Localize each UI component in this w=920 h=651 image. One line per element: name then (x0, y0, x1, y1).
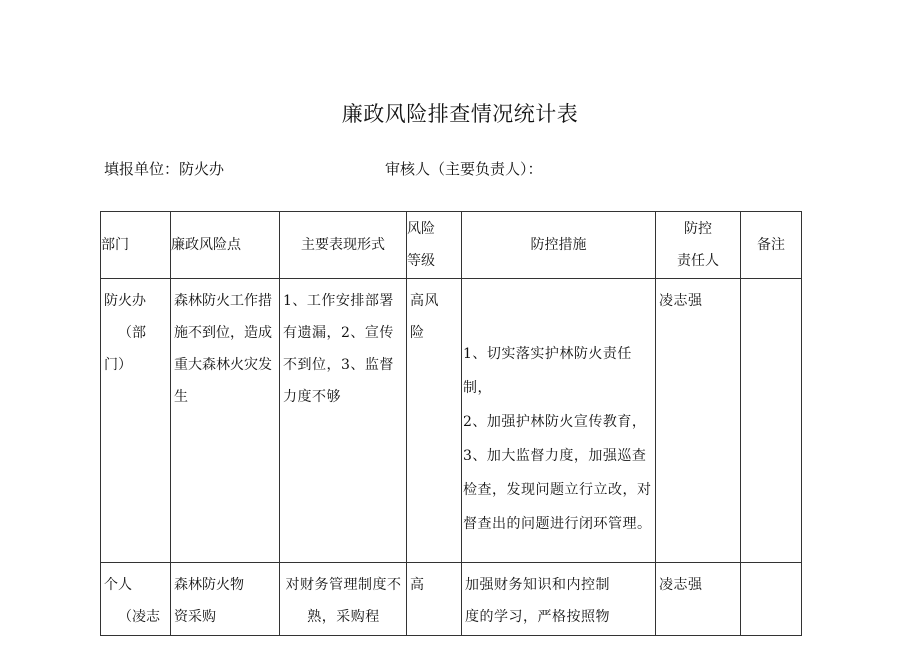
measures-cell: 1、切实落实护林防火责任制， 2、加强护林防火宣传教育， 3、加大监督力度，加强巡查 检查，发现问题立行立改，对 督查出的问题进行闭环管理。 (462, 279, 656, 563)
header-measures: 防控措施 (462, 212, 656, 279)
page-title: 廉政风险排查情况统计表 (341, 102, 579, 126)
remarks-cell (741, 279, 802, 563)
forms-cell: 1、工作安排部署 有遗漏，2、宣传 不到位，3、监督 力度不够 (280, 279, 407, 563)
reviewer-label: 审核人（主要负责人）： (385, 160, 543, 178)
table-row (101, 279, 802, 563)
responsible-cell: 凌志强 (656, 279, 741, 563)
risk-level-cell: 高风 险 (407, 279, 462, 563)
header-row (101, 212, 802, 279)
table-row (101, 563, 802, 636)
dept-cell: 防火办 （部 门） (101, 279, 171, 563)
risk-point-cell: 森林防火工作措 施不到位，造成 重大森林火灾发 生 (171, 279, 280, 563)
header-remarks: 备注 (741, 212, 802, 279)
risk-point-cell: 森林防火物 资采购 (171, 563, 280, 636)
reporting-unit: 填报单位：防火办 (104, 160, 225, 178)
forms-cell: 对财务管理制度不 熟，采购程 (280, 563, 407, 636)
risk-level-cell: 高 (407, 563, 462, 636)
header-dept: 部门 (101, 212, 171, 279)
remarks-cell (741, 563, 802, 636)
header-forms: 主要表现形式 (280, 212, 407, 279)
dept-cell: 个人 （凌志 (101, 563, 171, 636)
responsible-cell: 凌志强 (656, 563, 741, 636)
measures-cell: 加强财务知识和内控制 度的学习，严格按照物 (462, 563, 656, 636)
header-responsible: 防控 责任人 (656, 212, 741, 279)
risk-table (100, 211, 802, 636)
header-risk-level: 风险 等级 (407, 212, 462, 279)
header-risk-point: 廉政风险点 (171, 212, 280, 279)
